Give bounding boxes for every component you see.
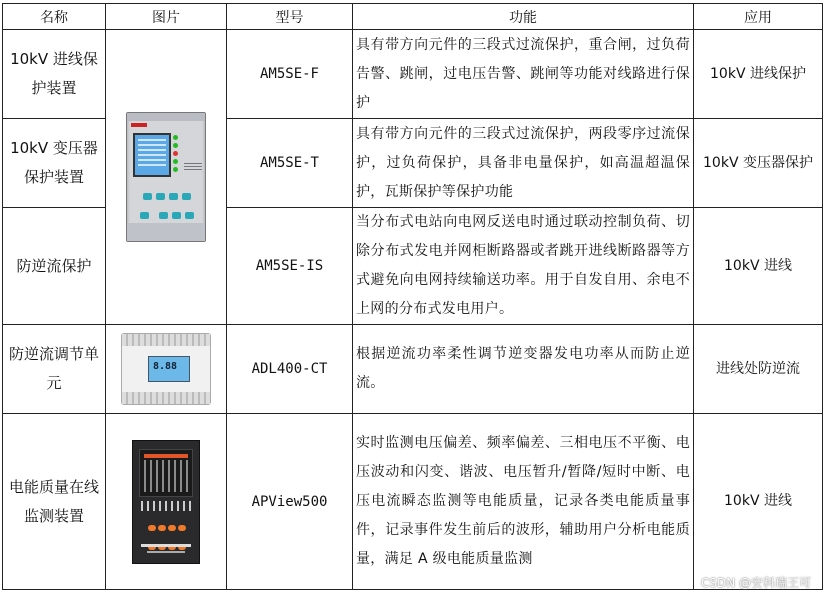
row-name: 10kV 变压器保护装置: [3, 119, 106, 208]
protection-relay-image: [126, 112, 206, 242]
table-row: [3, 325, 823, 414]
row-model: AM5SE-IS: [227, 208, 353, 325]
row-name: 10kV 进线保护装置: [3, 30, 106, 119]
row-application: 进线处防逆流: [694, 325, 823, 414]
row-model: ADL400-CT: [227, 325, 353, 414]
header-name: 名称: [3, 4, 106, 30]
row-application: 10kV 变压器保护: [694, 119, 823, 208]
din-rail-meter-image: 8.88: [121, 333, 211, 405]
row-function: 实时监测电压偏差、频率偏差、三相电压不平衡、电压波动和闪变、谐波、电压暂升/暂降/短时中断、电压电流瞬态监测等电能质量，记录各类电能质量事件，记录事件发生前后的波形，辅助用户分析电能质量，满足 A 级电能质量监测: [353, 414, 694, 590]
row-application: 10kV 进线保护: [694, 30, 823, 119]
product-table: [2, 3, 823, 590]
row-name: 防逆流保护: [3, 208, 106, 325]
row-application: 10kV 进线: [694, 208, 823, 325]
meter-picture-cell: [106, 325, 227, 414]
power-quality-monitor-image: [132, 440, 200, 564]
watermark: CSDN @安科瑞王可: [700, 576, 811, 590]
relay-picture-cell: [106, 30, 227, 325]
row-application: 10kV 进线: [694, 414, 823, 590]
header-picture: 图片: [106, 4, 227, 30]
row-name: 电能质量在线监测装置: [3, 414, 106, 590]
table-header-row: [3, 4, 823, 30]
header-function: 功能: [353, 4, 694, 30]
row-function: 具有带方向元件的三段式过流保护，两段零序过流保护，过负荷保护，具备非电量保护，如高温超温保护，瓦斯保护等保护功能: [353, 119, 694, 208]
row-function: 当分布式电站向电网反送电时通过联动控制负荷、切除分布式发电并网柜断路器或者跳开进线断路器等方式避免向电网持续输送功率。用于自发自用、余电不上网的分布式发电用户。: [353, 208, 694, 325]
row-name: 防逆流调节单元: [3, 325, 106, 414]
header-model: 型号: [227, 4, 353, 30]
row-model: APView500: [227, 414, 353, 590]
row-model: AM5SE-F: [227, 30, 353, 119]
row-function: 具有带方向元件的三段式过流保护，重合闸，过负荷告警、跳闸，过电压告警、跳闸等功能对线路进行保护: [353, 30, 694, 119]
header-application: 应用: [694, 4, 823, 30]
table-row: [3, 30, 823, 119]
monitor-picture-cell: [106, 414, 227, 590]
table-row: [3, 414, 823, 590]
row-model: AM5SE-T: [227, 119, 353, 208]
row-function: 根据逆流功率柔性调节逆变器发电功率从而防止逆流。: [353, 325, 694, 414]
